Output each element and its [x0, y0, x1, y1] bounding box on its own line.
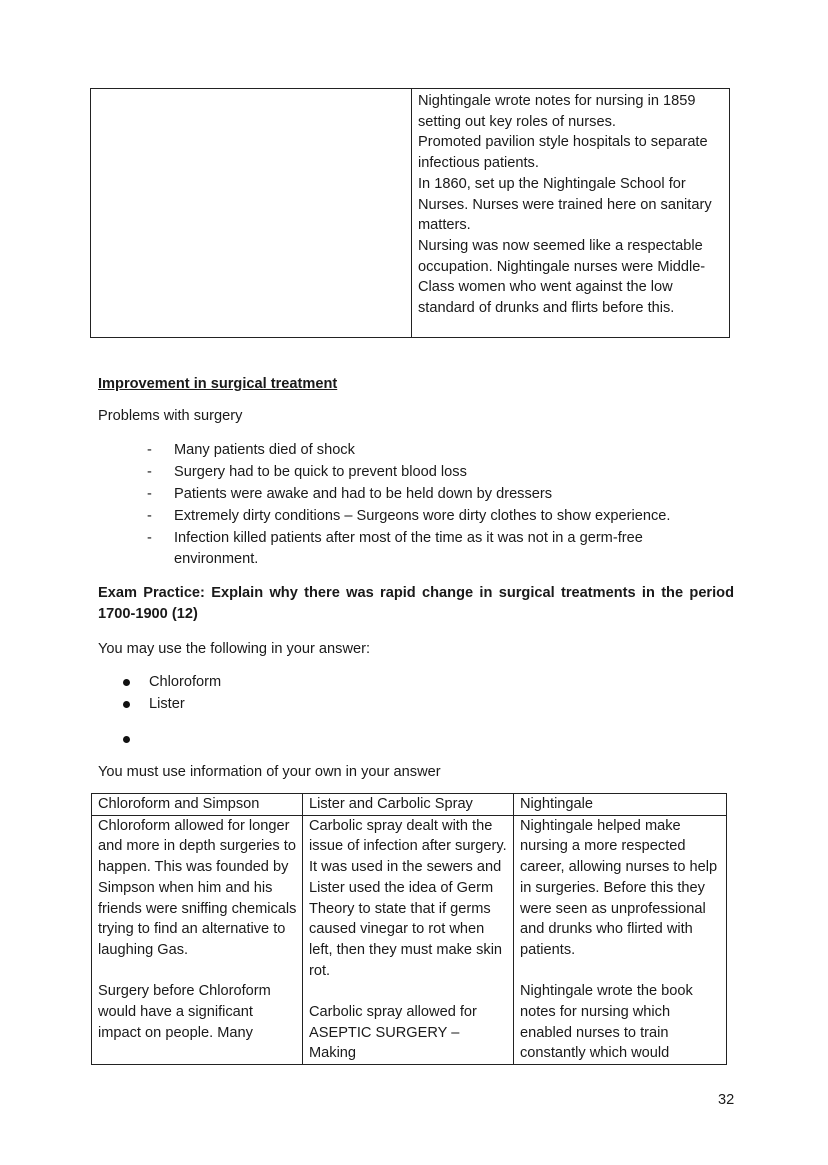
header-nightingale: Nightingale [514, 794, 727, 816]
list-item: - Extremely dirty conditions – Surgeons wore dirty clothes to show experience. [140, 506, 730, 527]
own-info-instruction: You must use information of your own in your answer [98, 764, 441, 780]
school-paragraph: In 1860, set up the Nightingale School for Nurses. Nurses were trained here on sanitary matters. [418, 175, 712, 234]
table-row [92, 815, 727, 1064]
list-item: Chloroform [122, 672, 221, 694]
nightingale-cell [514, 815, 727, 1064]
empty-left-cell [91, 89, 412, 337]
notes-paragraph: Nightingale wrote notes for nursing in 1859 setting out key roles of nurses. [418, 93, 696, 130]
exam-question: Exam Practice: Explain why there was rapid change in surgical treatments in the period 1700-1900 (12) [98, 585, 734, 622]
list-item: - Infection killed patients after most of the time as it was not in a germ-free environment. [147, 530, 643, 567]
may-use-instruction: You may use the following in your answer: [98, 641, 371, 657]
empty-bullet-icon [123, 736, 130, 743]
nightingale-notes-cell [418, 91, 723, 319]
respectable-paragraph: Nursing was now seemed like a respectable occupation. Nightingale nurses were Middle-Class women who went against the low standard of drunks and flirts before this. [418, 237, 706, 317]
bullet-icon [123, 701, 130, 708]
list-item: Lister [122, 694, 221, 716]
cell-paragraph: Surgery before Chloroform would have a significant impact on people. Many [98, 983, 271, 1041]
list-item: - Patients were awake and had to be held down by dressers [140, 484, 730, 505]
nightingale-continuation-table [90, 88, 730, 338]
header-chloroform: Chloroform and Simpson [92, 794, 303, 816]
problems-list [140, 440, 730, 571]
cell-paragraph: Chloroform allowed for longer and more in depth surgeries to happen. This was founded by Simpson when him and his friends were sniffing chemicals trying to find an alternative to laughing Gas. [98, 817, 297, 958]
bullet-list [122, 672, 221, 716]
lister-cell [303, 815, 514, 1064]
section-heading: Improvement in surgical treatment [98, 376, 338, 392]
pavilion-paragraph: Promoted pavilion style hospitals to separate infectious patients. [418, 134, 708, 172]
bullet-icon [123, 679, 130, 686]
list-item: - Surgery had to be quick to prevent blood loss [140, 462, 730, 483]
chloroform-cell [92, 815, 303, 1064]
dash-marker: - [147, 508, 152, 524]
dash-marker: - [147, 530, 152, 546]
list-item: - Many patients died of shock [140, 440, 730, 461]
dash-marker: - [147, 464, 152, 480]
cell-paragraph: Carbolic spray allowed for ASEPTIC SURGERY – Making [309, 1004, 477, 1062]
problems-heading: Problems with surgery [98, 408, 243, 424]
cell-paragraph: Nightingale helped make nursing a more respected career, allowing nurses to help in surgeries. Before this they were seen as unprofessional and drunks who flirted with patients. [520, 817, 718, 958]
factors-table [91, 793, 727, 1065]
page-number: 32 [718, 1092, 735, 1108]
cell-paragraph: Carbolic spray dealt with the issue of infection after surgery. It was used in the sewers and Lister used the idea of Germ Theory to state that if germs caused vinegar to rot when left, then they must make skin rot. [309, 817, 507, 979]
header-lister: Lister and Carbolic Spray [303, 794, 514, 816]
dash-marker: - [147, 442, 152, 458]
dash-marker: - [147, 486, 152, 502]
cell-paragraph: Nightingale wrote the book notes for nursing which enabled nurses to train constantly which would [520, 983, 693, 1062]
table-header-row [92, 794, 727, 816]
